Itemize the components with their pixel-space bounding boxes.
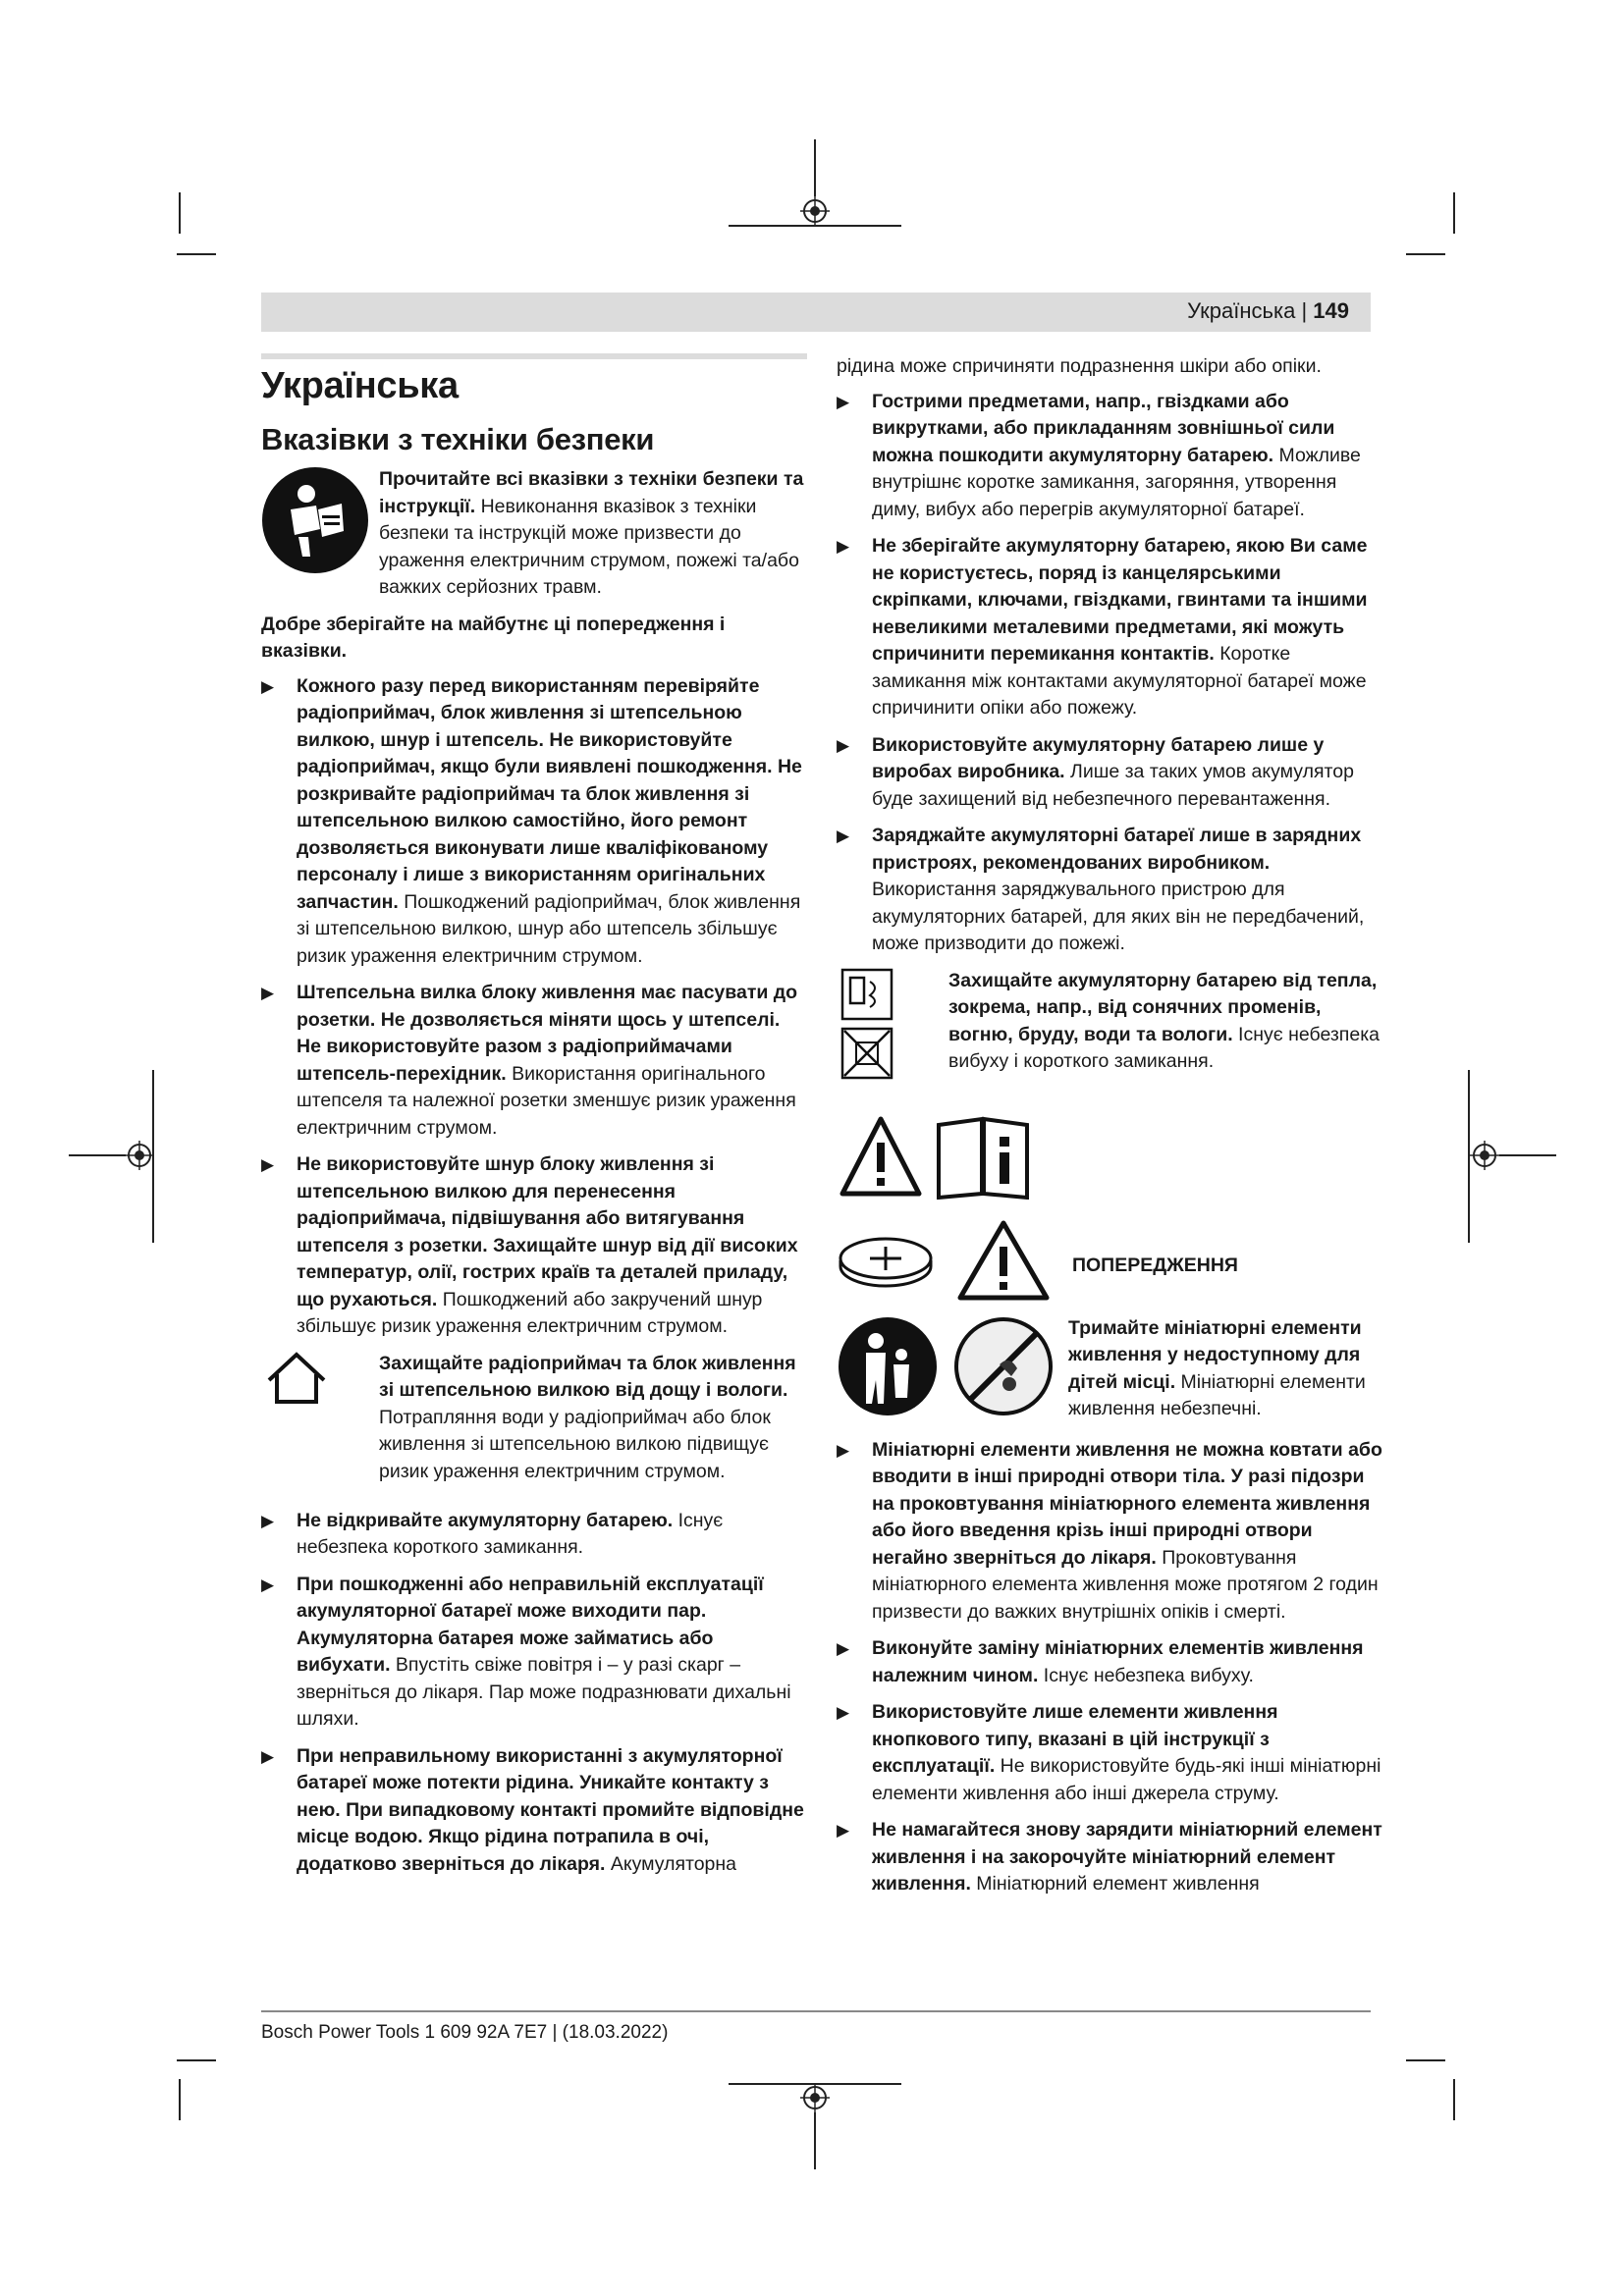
- header-language: Українська: [1187, 298, 1296, 323]
- bullet-arrow-icon: ▶: [261, 1511, 275, 1530]
- safety-bullet: [261, 1743, 807, 1879]
- bullet-bold: Використовуйте лише елементи живлення кнопкового типу, вказані в цій інструкції з експлуатації.: [872, 1701, 1278, 1777]
- bullet-text: Акумуляторна: [610, 1852, 737, 1875]
- crop-mark: [177, 2059, 216, 2061]
- warning-triangle-icon: [956, 1219, 1051, 1302]
- footer-text: Bosch Power Tools 1 609 92A 7E7 | (18.03.2022): [261, 2022, 669, 2043]
- crop-mark: [179, 2079, 181, 2120]
- bullet-bold: Штепсельна вилка блоку живлення має пасувати до розетки. Не дозволяється міняти щось у штепселі. Не використовуйте разом з радіоприймачами штепсель-перехідник.: [297, 982, 798, 1085]
- safety-bullet: [261, 1151, 807, 1341]
- read-manual-icon: [261, 466, 369, 574]
- read-instructions-block: [261, 466, 807, 602]
- safety-bullet: [837, 1699, 1386, 1807]
- bullet-bold: Мініатюрні елементи живлення не можна ковтати або вводити в інші природні отвори тіла. У разі підозри на проковтування мініатюрного елемента живлення або його введення крізь інші природні отвори негайно зверніться до лікаря.: [872, 1438, 1382, 1569]
- page-number: 149: [1313, 298, 1349, 323]
- bullet-bold: Не відкривайте акумуляторну батарею.: [297, 1509, 674, 1531]
- page-title: Українська: [261, 365, 459, 406]
- bullet-text: Існує небезпека вибуху.: [1043, 1664, 1254, 1686]
- heat-note-text: Існує небезпека вибуху і короткого замикання.: [948, 1023, 1380, 1072]
- registration-mark-icon: [125, 1141, 154, 1170]
- safety-bullet: [837, 1437, 1386, 1627]
- registration-mark-icon: [1470, 1141, 1499, 1170]
- intro-bold: Прочитайте всі вказівки з техніки безпеки та інструкції.: [379, 468, 804, 517]
- registration-mark-icon: [800, 2083, 830, 2112]
- safety-bullet: [837, 1635, 1386, 1689]
- house-note-text: Потрапляння води у радіоприймач або блок живлення зі штепсельною вилкою підвищує ризик ураження електричним струмом.: [379, 1406, 771, 1482]
- safety-bullet: [261, 1508, 807, 1562]
- crop-mark: [69, 1154, 126, 1156]
- bullet-text: Пошкоджений або закручений шнур збільшує ризик ураження електричним струмом.: [297, 1288, 763, 1337]
- indoor-use-block: [261, 1351, 807, 1498]
- bullet-text: Не використовуйте будь-які інші мініатюрні елементи живлення або інші джерела струму.: [872, 1755, 1381, 1804]
- crop-mark: [1406, 2059, 1445, 2061]
- bullet-text: Лише за таких умов акумулятор буде захищений від небезпечного перевантаження.: [872, 761, 1354, 810]
- bullet-arrow-icon: ▶: [837, 1440, 850, 1460]
- safety-bullet: [261, 1572, 807, 1734]
- bullet-arrow-icon: ▶: [261, 1155, 275, 1174]
- house-note-bold: Захищайте радіоприймач та блок живлення зі штепсельною вилкою від дощу і вологи.: [379, 1352, 796, 1401]
- title-rule: [261, 353, 807, 359]
- bullet-text: Мініатюрний елемент живлення: [976, 1873, 1260, 1895]
- crop-mark: [729, 225, 901, 227]
- child-note-bold: Тримайте мініатюрні елементи живлення у недоступному для дітей місці.: [1068, 1316, 1362, 1393]
- crop-mark: [1453, 2079, 1455, 2120]
- bullet-bold: Не використовуйте шнур блоку живлення зі штепсельною вилкою для перенесення радіоприймача, підвішування або витягування штепселя з розетки. Захищайте шнур від дії високих температур, олії, гострих країв та деталей приладу, що рухаються.: [297, 1153, 798, 1310]
- bullet-bold: Використовуйте акумуляторну батарею лише у виробах виробника.: [872, 733, 1325, 782]
- bullet-bold: Не намагайтеся знову зарядити мініатюрний елемент живлення і на закорочуйте мініатюрний елемент живлення.: [872, 1819, 1382, 1895]
- crop-mark: [179, 192, 181, 234]
- header-separator: |: [1301, 298, 1308, 323]
- keep-away-children-icon: [837, 1315, 939, 1417]
- bullet-bold: Виконуйте заміну мініатюрних елементів живлення належним чином.: [872, 1637, 1364, 1686]
- heat-protection-block: [837, 968, 1386, 1095]
- crop-mark: [1406, 253, 1445, 255]
- house-icon: [265, 1351, 328, 1406]
- crop-mark: [177, 253, 216, 255]
- bullet-bold: Гострими предметами, напр., гвіздками або викрутками, або прикладанням зовнішньої сили можна пошкодити акумуляторну батарею.: [872, 390, 1335, 466]
- bullet-bold: Заряджайте акумуляторні батареї лише в зарядних пристроях, рекомендованих виробником.: [872, 825, 1362, 874]
- crop-mark: [729, 2083, 901, 2085]
- safety-bullet: [837, 533, 1386, 722]
- bullet-text: Пошкоджений радіоприймач, блок живлення зі штепсельною вилкою, шнур або штепсель збільшує ризик ураження електричним струмом.: [297, 890, 801, 967]
- safety-bullet: [837, 823, 1386, 958]
- warning-symbols-row: [837, 1105, 1386, 1217]
- bullet-arrow-icon: ▶: [837, 537, 850, 556]
- bullet-arrow-icon: ▶: [261, 676, 275, 696]
- battery-heat-icon: [840, 968, 895, 1082]
- child-safety-block: [837, 1315, 1386, 1427]
- crop-mark: [1499, 1154, 1556, 1156]
- safety-bullet: [261, 980, 807, 1142]
- registration-mark-icon: [800, 196, 830, 226]
- bullet-text: Впустіть свіже повітря і – у разі скарг – зверніться до лікаря. Пар може подразнювати дихальні шляхи.: [297, 1654, 791, 1730]
- coin-cell-battery-icon: [837, 1233, 935, 1292]
- continued-text: рідина може спричиняти подразнення шкіри або опіки.: [837, 355, 1322, 377]
- safety-bullet: [837, 1817, 1386, 1898]
- left-column: [261, 353, 807, 1888]
- crop-mark: [152, 1070, 154, 1243]
- keep-note: Добре зберігайте на майбутнє ці попередження і вказівки.: [261, 613, 726, 662]
- bullet-bold: Не зберігайте акумуляторну батарею, якою Ви саме не користуєтесь, поряд із канцелярськими скріпками, ключами, гвіздками, гвинтами та іншими невеликими металевими предметами, які можуть спричинити перемикання контактів.: [872, 535, 1368, 665]
- warning-triangle-icon: [839, 1115, 923, 1200]
- bullet-arrow-icon: ▶: [261, 984, 275, 1002]
- right-column: [837, 353, 1386, 1908]
- crop-mark: [1453, 192, 1455, 234]
- heat-note-bold: Захищайте акумуляторну батарею від тепла, зокрема, напр., від сонячних променів, вогню, бруду, води та вологи.: [948, 969, 1378, 1045]
- bullet-text: Існує небезпека короткого замикання.: [297, 1509, 724, 1558]
- crop-mark: [1468, 1070, 1470, 1243]
- bullet-arrow-icon: ▶: [837, 392, 850, 411]
- footer-rule: [261, 2010, 1371, 2012]
- bullet-bold: При пошкодженні або неправильній експлуатації акумуляторної батареї може виходити пар. Акумуляторна батарея може займатись або вибухати.: [297, 1573, 764, 1676]
- bullet-text: Використання оригінального штепселя та належної розетки зменшує ризик ураження електричним струмом.: [297, 1062, 796, 1139]
- warning-label: ПОПЕРЕДЖЕННЯ: [1072, 1254, 1238, 1276]
- manual-info-icon: [935, 1115, 1031, 1200]
- header-label: [1187, 298, 1349, 324]
- page-header: [261, 293, 1371, 332]
- bullet-bold: При неправильному використанні з акумуляторної батареї може потекти рідина. Уникайте контакту з нею. При випадковому контакті промийте відповідне місце водою. Якщо рідина потрапила в очі, додатково зверніться до лікаря.: [297, 1744, 804, 1875]
- safety-bullet: [261, 673, 807, 971]
- coin-cell-warning-row: [837, 1217, 1386, 1311]
- bullet-arrow-icon: ▶: [837, 735, 850, 755]
- safety-bullet: [837, 389, 1386, 524]
- intro-text: Невиконання вказівок з техніки безпеки та інструкцій може призвести до ураження електричним струмом, пожежі та/або важких серйозних травм.: [379, 495, 799, 598]
- bullet-arrow-icon: ▶: [261, 1746, 275, 1766]
- bullet-arrow-icon: ▶: [837, 827, 850, 845]
- bullet-arrow-icon: ▶: [261, 1575, 275, 1594]
- bullet-text: Використання заряджувального пристрою для акумуляторних батарей, для яких він не передбачений, може призводити до пожежі.: [872, 879, 1365, 954]
- bullet-text: Проковтування мініатюрного елемента живлення може протягом 2 годин призвести до важких внутрішніх опіків і смерті.: [872, 1546, 1379, 1623]
- section-title: Вказівки з техніки безпеки: [261, 421, 655, 456]
- no-swallow-icon: [952, 1315, 1055, 1417]
- crop-mark: [814, 2112, 816, 2169]
- crop-mark: [814, 139, 816, 196]
- safety-bullet: [837, 732, 1386, 814]
- bullet-arrow-icon: ▶: [837, 1703, 850, 1722]
- bullet-text: Можливе внутрішнє коротке замикання, загоряння, утворення диму, вибух або перегрів акумуляторної батареї.: [872, 444, 1361, 520]
- child-note-text: Мініатюрні елементи живлення небезпечні.: [1068, 1370, 1366, 1419]
- bullet-bold: Кожного разу перед використанням перевіряйте радіоприймач, блок живлення зі штепсельною вилкою, шнур і штепсель. Не використовуйте радіоприймач, якщо були виявлені пошкодження. Не розкривайте радіоприймач та блок живлення зі штепсельною вилкою самостійно, його ремонт дозволяється виконувати лише кваліфікованому персоналу і лише з використанням оригінальних запчастин.: [297, 674, 802, 913]
- bullet-text: Коротке замикання між контактами акумуляторної батареї може спричинити опіки або пожежу.: [872, 643, 1367, 719]
- bullet-arrow-icon: ▶: [837, 1821, 850, 1840]
- bullet-arrow-icon: ▶: [837, 1639, 850, 1658]
